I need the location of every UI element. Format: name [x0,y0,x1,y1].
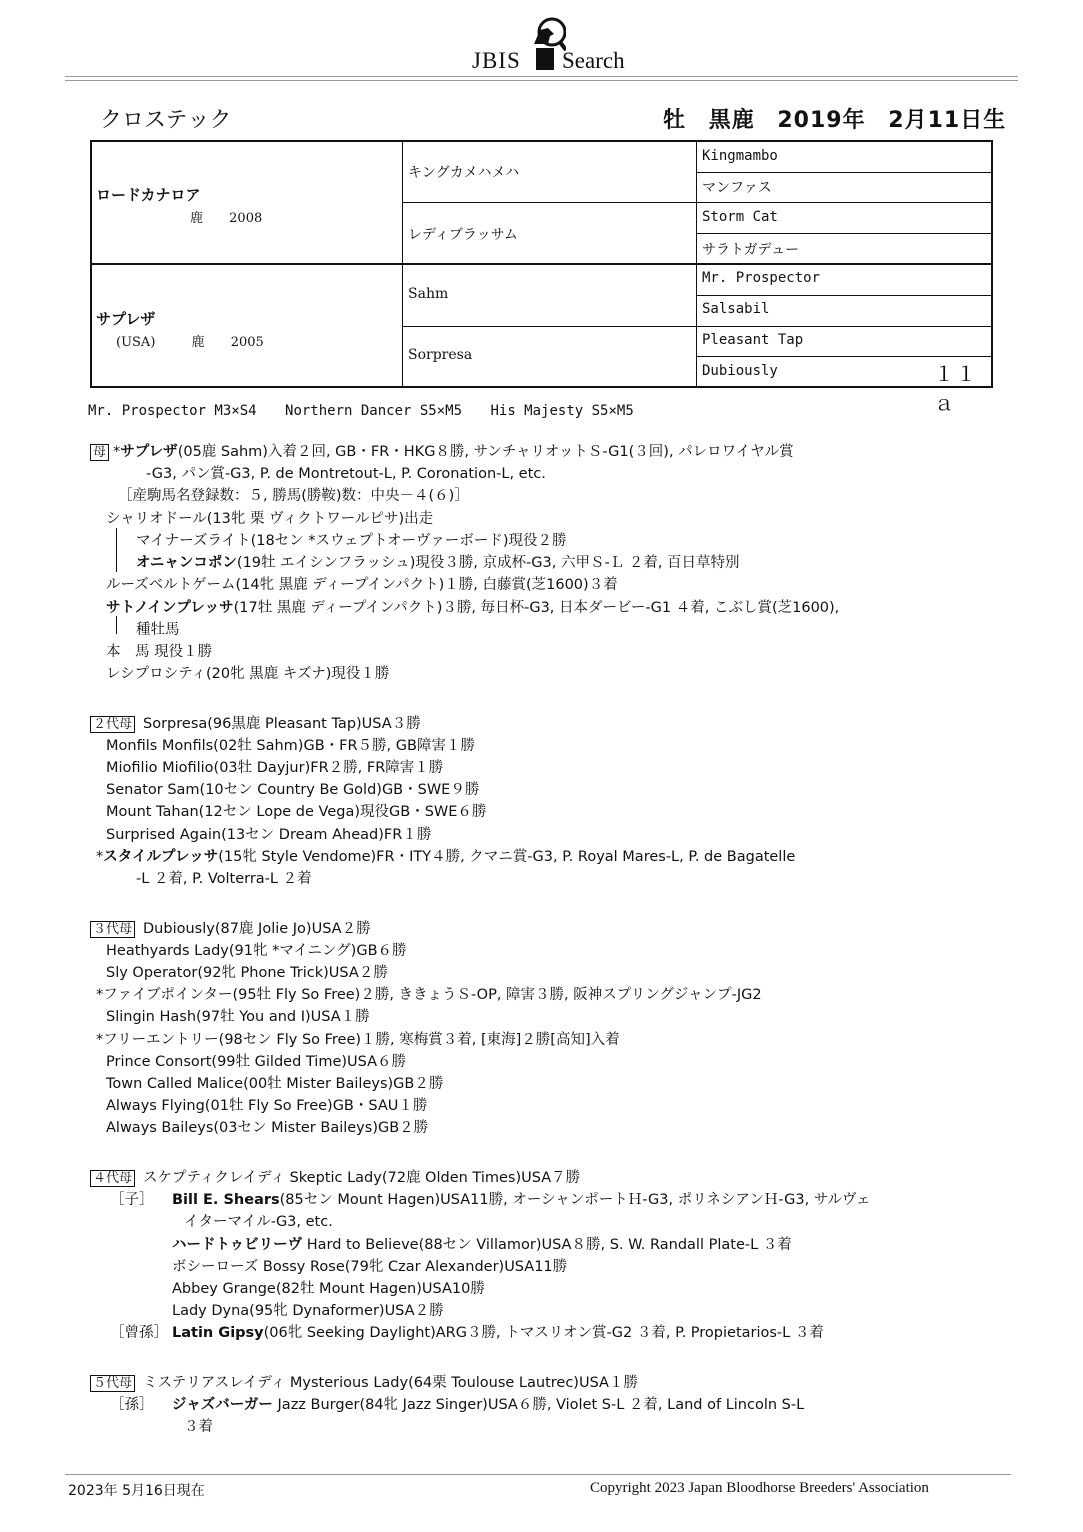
dam-heading: 母 *サプレザ(05鹿 Sahm)入着２回, GB・FR・HKG８勝, サンチャリオットＳ-G1(３回), パレロワイヤル賞 [90,440,794,461]
section-label-g5: ５代母 [90,1375,135,1392]
g4-row-cont: イターマイル-G3, etc. [184,1214,333,1230]
g4-row: ボシーローズ Bossy Rose(79牝 Czar Alexander)USA11勝 [172,1259,568,1275]
dam-name-bold: サプレザ [120,444,178,460]
horse-birth-year: 2019年 [777,108,866,133]
inbreeding-item: Northern Dancer S5×M5 [285,403,463,419]
g3-row: Heathyards Lady(91牝 *マイニング)GB６勝 [106,943,407,959]
g5-row: ジャズバーガー Jazz Burger(84牝 Jazz Singer)USA６勝, Violet S-L ２着, Land of Lincoln S-L [172,1397,805,1413]
dam-origin: (USA) [116,335,156,350]
g3-heading: ３代母 Dubiously(87鹿 Jolie Jo)USA２勝 [90,917,371,938]
g5-heading: ５代母 ミステリアスレイディ Mysterious Lady(64栗 Toulouse Lautrec)USA１勝 [90,1371,638,1392]
g4-row: ハードトゥビリーヴ Hard to Believe(88セン Villamor)USA８勝, S. W. Randall Plate-L ３着 [172,1237,792,1253]
sire-dam-dam[interactable]: サラトガデュー [702,242,800,258]
g4-heading: ４代母 スケプティクレイディ Skeptic Lady(72鹿 Olden Times)USA７勝 [90,1166,580,1187]
footer-date: 2023年 5月16日現在 [68,1483,205,1499]
g3-row: Slingin Hash(97牡 You and I)USA１勝 [106,1009,370,1025]
jbis-logo[interactable] [472,14,642,74]
g4-row: Lady Dyna(95牝 Dynaformer)USA２勝 [172,1303,444,1319]
offspring-row: 本 馬 現役１勝 [106,644,213,660]
horse-birth-date: 2月11日生 [888,108,1007,133]
offspring-row: シャリオドール(13牝 栗 ヴィクトワールピサ)出走 [106,511,434,527]
g2-row: *スタイルプレッサ(15牝 Style Vendome)FR・ITY４勝, クマニ賞-G3, P. Royal Mares-L, P. de Bagatelle [96,849,796,865]
tree-branch [116,616,117,634]
sire-sire[interactable]: キングカメハメハ [408,165,520,181]
logo-text-jbis: JBIS [472,48,521,73]
dam-sire-dam[interactable]: Salsabil [702,301,770,317]
logo-text-search: Search [562,48,625,73]
g2-row: Monfils Monfils(02牡 Sahm)GB・FR５勝, GB障害１勝 [106,738,475,754]
g2-row: Surprised Again(13セン Dream Ahead)FR１勝 [106,827,432,843]
footer-rule [65,1474,1011,1475]
horse-sex: 牡 [663,108,687,133]
g3-row: Prince Consort(99牡 Gilded Time)USA６勝 [106,1054,407,1070]
g3-row: Sly Operator(92牝 Phone Trick)USA２勝 [106,965,388,981]
horse-color: 黒鹿 [708,108,755,133]
sire-sire-sire[interactable]: Kingmambo [702,148,778,164]
g3-row: *ファイブポインター(95牡 Fly So Free)２勝, ききょうＳ-OP, 障害３勝, 阪神スプリングジャンプ-JG2 [96,987,762,1003]
offspring-row: オニャンコポン(19牡 エイシンフラッシュ)現役３勝, 京成杯-G3, 六甲Ｓ-Ｌ ２着, 百日草特別 [136,555,740,571]
g2-row: Mount Tahan(12セン Lope de Vega)現役GB・SWE６勝 [106,804,487,820]
dam-sire-sire[interactable]: Mr. Prospector [702,270,821,286]
offspring-row: レシプロシティ(20牝 黒鹿 キズナ)現役１勝 [106,666,390,682]
section-label-g4: ４代母 [90,1170,135,1187]
g3-row: *フリーエントリー(98セン Fly So Free)１勝, 寒梅賞３着, [東海]２勝[高知]入着 [96,1032,620,1048]
dam-cell[interactable] [96,308,264,350]
g4-tag-child: ［子］ [110,1192,154,1208]
header-rule-bottom [65,80,1018,81]
section-label-g3: ３代母 [90,921,135,938]
inbreeding-item: Mr. Prospector M3×S4 [88,403,257,419]
sire-cell[interactable] [96,184,262,226]
g5-row-cont: ３着 [184,1419,213,1435]
inbreeding-line [88,403,654,419]
g2-row: Senator Sam(10セン Country Be Gold)GB・SWE９勝 [106,782,480,798]
g4-row: Bill E. Shears(85セン Mount Hagen)USA11勝, オーシャンポートＨ-G3, ポリネシアンＨ-G3, サルヴェ [172,1192,871,1208]
offspring-row: マイナーズライト(18セン *スウェプトオーヴァーボード)現役２勝 [136,533,567,549]
dam-produce-summary: ［産駒馬名登録数：５, 勝馬(勝鞍)数：中央－４(６)］ [118,488,469,504]
dam-dam[interactable]: Sorpresa [408,347,473,363]
g2-heading: ２代母 Sorpresa(96黒鹿 Pleasant Tap)USA３勝 [90,712,421,733]
family-number: １１ａ [934,362,978,415]
section-label-dam: 母 [90,444,109,461]
dam-sire[interactable]: Sahm [408,286,449,302]
g3-row: Always Flying(01牡 Fly So Free)GB・SAU１勝 [106,1098,428,1114]
horse-name: クロステック [100,108,232,133]
g3-row: Always Baileys(03セン Mister Baileys)GB２勝 [106,1120,429,1136]
sire-color: 鹿 [190,211,204,226]
section-label-g2: ２代母 [90,716,135,733]
sire-dam-sire[interactable]: Storm Cat [702,209,778,225]
dam-dam-dam[interactable]: Dubiously [702,363,778,379]
dam-color: 鹿 [191,335,205,350]
sire-name: ロードカナロア [96,186,201,204]
g4-row: Abbey Grange(82牡 Mount Hagen)USA10勝 [172,1281,485,1297]
g2-row: Miofilio Miofilio(03牡 Dayjur)FR２勝, FR障害１勝 [106,760,444,776]
dam-name: サプレザ [96,310,156,328]
header-rule-top [65,76,1018,77]
horse-magnifier-icon [526,14,566,72]
g4-row: Latin Gipsy(06牝 Seeking Daylight)ARG３勝, トマスリオン賞-G2 ３着, P. Propietarios-L ３着 [172,1325,824,1341]
horse-profile [663,103,1006,134]
offspring-row: 種牡馬 [136,622,180,638]
g4-tag-gg: ［曾孫］ [110,1325,168,1341]
offspring-row: サトノインプレッサ(17牡 黒鹿 ディープインパクト)３勝, 毎日杯-G3, 日本ダービー-G1 ４着, こぶし賞(芝1600), [106,600,840,616]
g2-row-cont: -L ２着, P. Volterra-L ２着 [136,871,312,887]
dam-dam-sire[interactable]: Pleasant Tap [702,332,804,348]
tree-branch [116,528,117,572]
offspring-row: ルーズベルトゲーム(14牝 黒鹿 ディープインパクト)１勝, 白藤賞(芝1600)３着 [106,577,618,593]
sire-sire-dam[interactable]: マンファス [702,180,772,196]
dam-year: 2005 [230,335,264,350]
dam-heading-cont: -G3, パン賞-G3, P. de Montretout-L, P. Coronation-L, etc. [146,466,546,482]
sire-year: 2008 [229,211,263,226]
footer-copyright: Copyright 2023 Japan Bloodhorse Breeders' Association [590,1480,929,1496]
g3-row: Town Called Malice(00牡 Mister Baileys)GB２勝 [106,1076,444,1092]
g5-tag: ［孫］ [110,1397,154,1413]
sire-dam[interactable]: レディブラッサム [408,227,518,243]
inbreeding-item: His Majesty S5×M5 [490,403,634,419]
